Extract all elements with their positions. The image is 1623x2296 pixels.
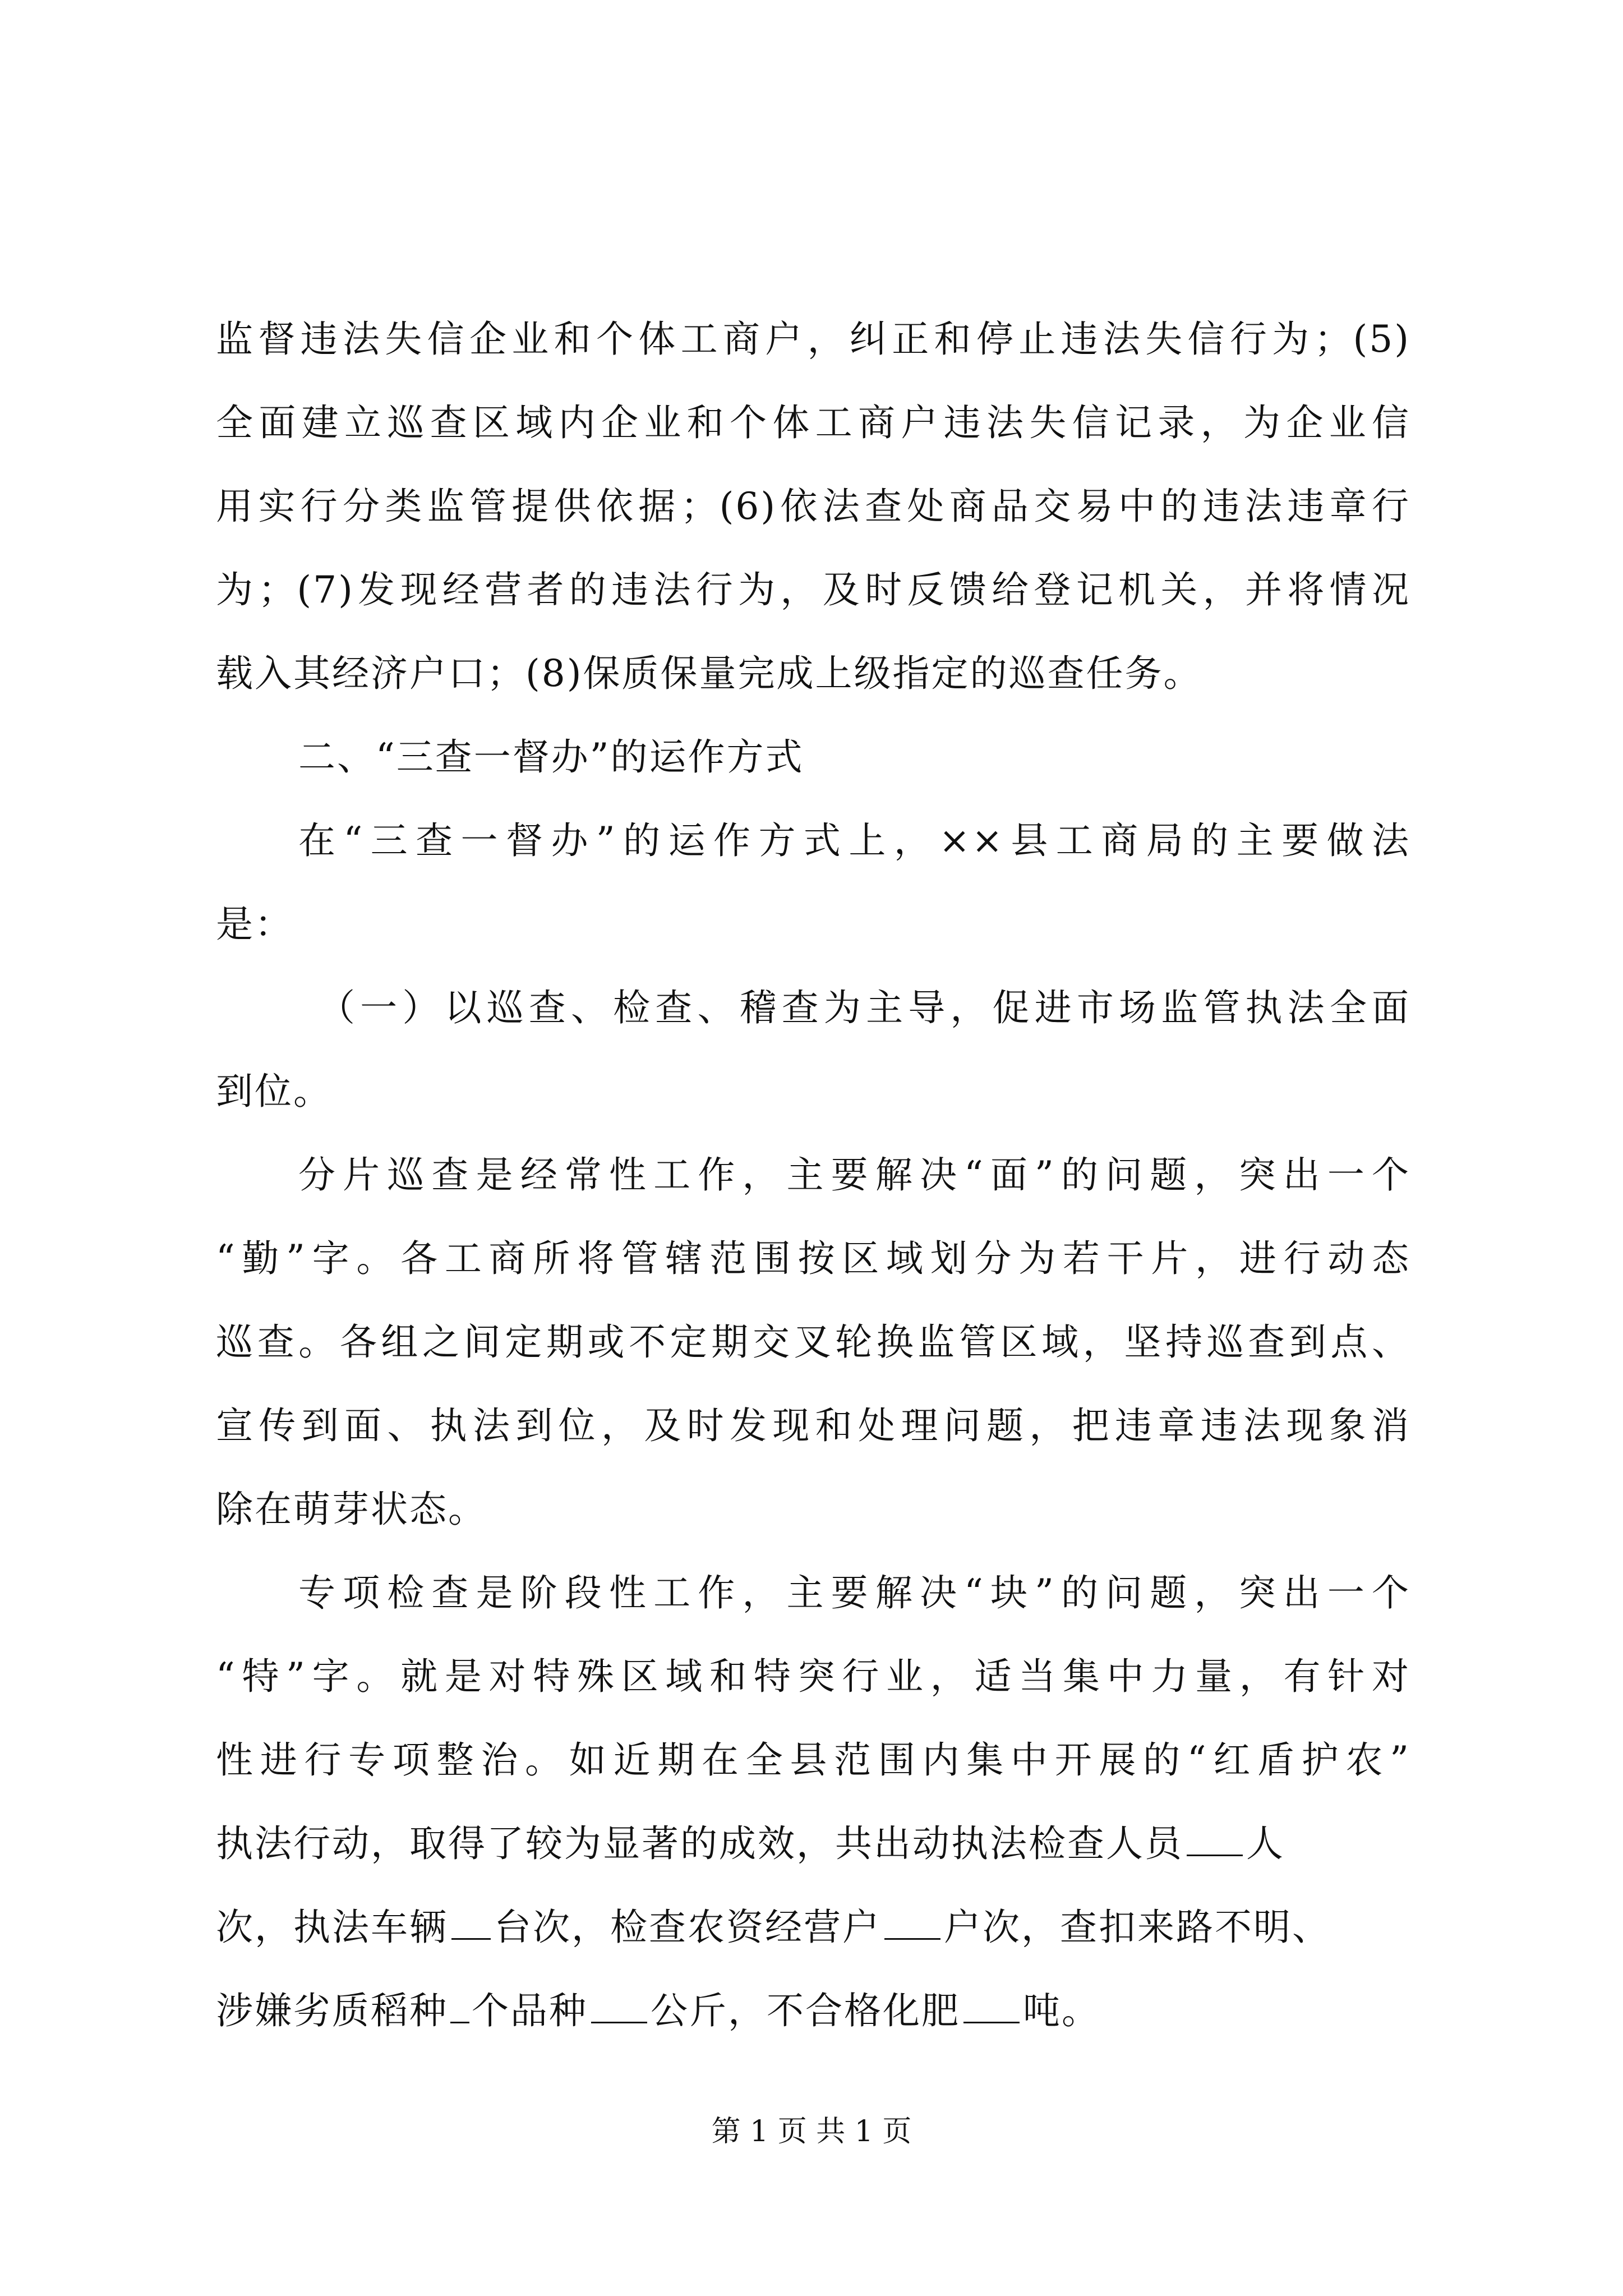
text-line: 到位。 (216, 1070, 332, 1113)
text-fragment: 吨。 (1023, 1989, 1100, 2032)
text-fragment: 公斤，不合格化肥 (651, 1989, 960, 2032)
page-footer: 第 1 页 共 1 页 (711, 2115, 912, 2148)
text-line: 除在萌芽状态。 (216, 1488, 487, 1531)
text-fragment: 涉嫌劣质稻种 (216, 1989, 448, 2032)
text-fragment: 个品种 (472, 1989, 588, 2032)
fill-in-blank (1187, 1820, 1243, 1856)
text-line: 载入其经济户口；(8)保质保量完成上级指定的巡查任务。 (216, 652, 1202, 695)
text-line: 巡查。各组之间定期或不定期交叉轮换监管区域，坚持巡查到点、 (216, 1320, 1410, 1364)
text-line: 是： (216, 903, 293, 946)
text-line: 监督违法失信企业和个体工商户，纠正和停止违法失信行为；(5) (216, 318, 1410, 361)
fill-in-blank (591, 1987, 647, 2023)
text-line: 用实行分类监管提供依据；(6)依法查处商品交易中的违法违章行 (216, 485, 1410, 528)
text-line-with-blank (216, 1969, 1410, 2053)
subsection-heading: （一）以巡查、检查、稽查为主导，促进市场监管执法全面 (318, 986, 1410, 1029)
fill-in-blank (963, 1987, 1020, 2023)
document-body (216, 297, 1410, 2053)
text-fragment: 次，执法车辆 (216, 1906, 448, 1949)
text-fragment: 台次，检查农资经营户 (494, 1906, 881, 1949)
text-line: 全面建立巡查区域内企业和个体工商户违法失信记录，为企业信 (216, 401, 1410, 444)
section-heading: 二、“三查一督办”的运作方式 (298, 735, 804, 779)
text-line: 为；(7)发现经营者的违法行为，及时反馈给登记机关，并将情况 (216, 568, 1410, 611)
text-fragment: 执法行动，取得了较为显著的成效，共出动执法检查人员 (216, 1822, 1183, 1865)
text-line: 专项检查是阶段性工作，主要解决“块”的问题，突出一个 (298, 1571, 1410, 1614)
text-line: 性进行专项整治。如近期在全县范围内集中开展的“红盾护农” (216, 1738, 1410, 1782)
text-line: “勤”字。各工商所将管辖范围按区域划分为若干片，进行动态 (216, 1237, 1410, 1280)
fill-in-blank (450, 1987, 469, 2023)
text-line-with-blank (216, 1885, 1410, 1969)
text-fragment: 户次，查扣来路不明、 (944, 1906, 1331, 1949)
fill-in-blank (451, 1903, 491, 1940)
text-line: 在“三查一督办”的运作方式上，××县工商局的主要做法 (298, 819, 1410, 862)
text-fragment: 人 (1246, 1822, 1285, 1865)
text-line: “特”字。就是对特殊区域和特突行业，适当集中力量，有针对 (216, 1655, 1410, 1698)
text-line: 分片巡查是经常性工作，主要解决“面”的问题，突出一个 (298, 1153, 1410, 1197)
text-line-with-blank (216, 1802, 1410, 1885)
fill-in-blank (884, 1903, 940, 1940)
text-line: 宣传到面、执法到位，及时发现和处理问题，把违章违法现象消 (216, 1404, 1410, 1447)
